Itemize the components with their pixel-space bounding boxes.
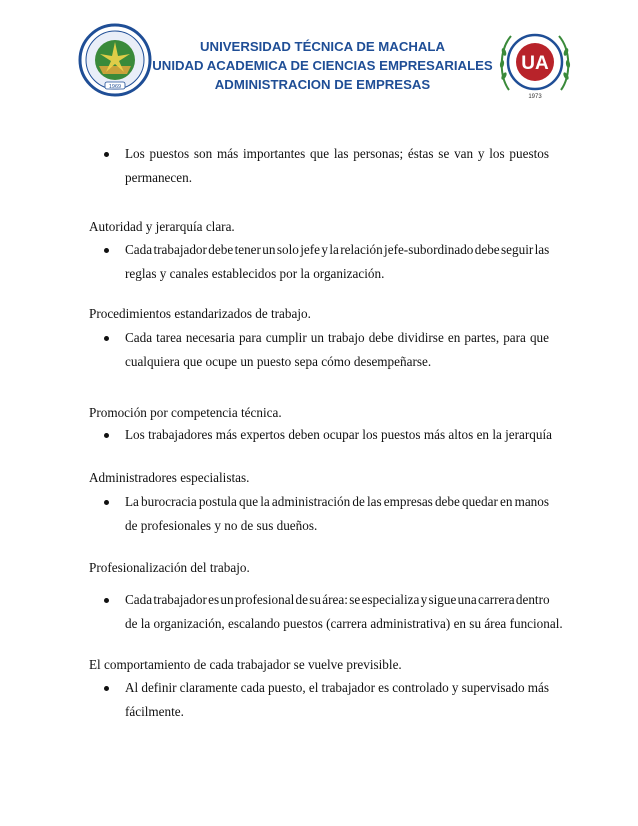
- section-heading-professionalization: Profesionalización del trabajo.: [89, 560, 250, 575]
- university-seal-icon: [78, 22, 152, 102]
- section-heading-behavior: El comportamiento de cada trabajador se vuelve previsible.: [89, 657, 402, 672]
- page-header: [0, 0, 638, 110]
- bullet-dot-icon: [104, 336, 109, 341]
- bullet-dot-icon: [104, 433, 109, 438]
- bullet-line: permanecen.: [125, 170, 192, 185]
- bullet-line: Al definir claramente cada puesto, el trabajador es controlado y supervisado más: [125, 680, 549, 695]
- bullet-line: fácilmente.: [125, 704, 184, 719]
- bullet-line: Los puestos son más importantes que las personas; éstas se van y los puestos: [125, 146, 549, 161]
- bullet-line: Cada trabajador debe tener un solo jefe y la relación jefe-subordinado debe seguir las: [125, 242, 550, 257]
- right-seal-year: 1973: [528, 94, 542, 100]
- bullet-dot-icon: [104, 598, 109, 603]
- university-name: UNIVERSIDAD TÉCNICA DE MACHALA: [200, 39, 445, 54]
- bullet-dot-icon: [104, 248, 109, 253]
- academic-unit-name: UNIDAD ACADEMICA DE CIENCIAS EMPRESARIALES: [152, 58, 493, 73]
- section-heading-promotion: Promoción por competencia técnica.: [89, 405, 282, 420]
- bullet-line: cualquiera que ocupe un puesto sepa cómo desempeñarse.: [125, 354, 432, 369]
- right-seal-letters: UA: [521, 53, 549, 74]
- section-heading-authority: Autoridad y jerarquía clara.: [89, 219, 235, 234]
- unit-seal-icon: [495, 24, 575, 102]
- bullet-line: de la organización, escalando puestos (carrera administrativa) en su área funcional.: [125, 616, 563, 631]
- bullet-dot-icon: [104, 500, 109, 505]
- bullet-dot-icon: [104, 686, 109, 691]
- header-title-block: [150, 37, 495, 94]
- program-name: ADMINISTRACION DE EMPRESAS: [214, 77, 431, 92]
- section-heading-administrators: Administradores especialistas.: [89, 470, 250, 485]
- bullet-line: reglas y canales establecidos por la organización.: [125, 266, 385, 281]
- bullet-dot-icon: [104, 152, 109, 157]
- section-heading-procedures: Procedimientos estandarizados de trabajo.: [89, 306, 311, 321]
- left-seal-year: 1969: [108, 84, 122, 90]
- bullet-line: La burocracia postula que la administración de las empresas debe quedar en manos: [125, 494, 549, 509]
- bullet-line: Cada tarea necesaria para cumplir un trabajo debe dividirse en partes, para que: [125, 330, 549, 345]
- bullet-line: Cada trabajador es un profesional de su área: se especializa y sigue una carrera dentro: [125, 592, 550, 607]
- bullet-line: Los trabajadores más expertos deben ocupar los puestos más altos en la jerarquía: [125, 427, 552, 442]
- bullet-line: de profesionales y no de sus dueños.: [125, 518, 318, 533]
